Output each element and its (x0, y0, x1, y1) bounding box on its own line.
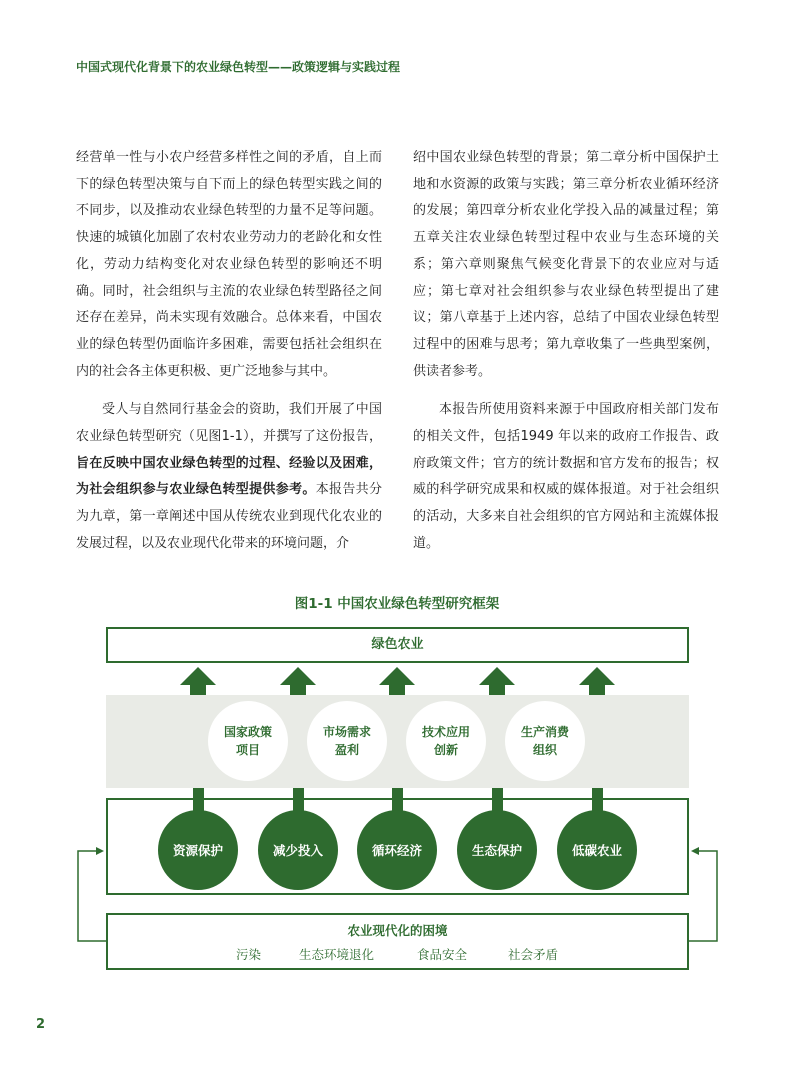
arrow-right-icon (96, 847, 104, 855)
challenge-item: 污染 (236, 947, 262, 962)
practice-circle-ecological-protection: 生态保护 (457, 810, 537, 890)
driver-label: 项目 (235, 743, 260, 757)
driver-label: 技术应用 (421, 725, 470, 739)
arrow-left-icon (691, 847, 699, 855)
driver-label: 生产消费 (520, 725, 569, 739)
challenges-title: 农业现代化的困境 (347, 923, 448, 938)
running-header: 中国式现代化背景下的农业绿色转型——政策逻辑与实践过程 (76, 60, 401, 74)
paragraph-text: 本报告共分为九章，第一章阐述中国从传统农业到现代化农业的发展过程，以及农业现代化带来的环境问题，介 (76, 482, 382, 551)
driver-label: 组织 (532, 743, 557, 757)
challenge-item: 食品安全 (417, 947, 468, 962)
paragraph-emphasis: 旨在反映中国农业绿色转型的过程、经验以及困难，为社会组织参与农业绿色转型提供参考。 (76, 455, 382, 498)
driver-label: 市场需求 (322, 725, 371, 739)
paragraph: 本报告所使用资料来源于中国政府相关部门发布的相关文件，包括1949 年以来的政府工作报告、政府政策文件；官方的统计数据和官方发布的报告；权威的科学研究成果和权威的媒体报道。对于社会组织的活动，大多来自社会组织的官方网站和主流媒体报道。 (413, 402, 719, 551)
paragraph: 经营单一性与小农户经营多样性之间的矛盾，自上而下的绿色转型决策与自下而上的绿色转型实践之间的不同步，以及推动农业绿色转型的力量不足等问题。快速的城镇化加剧了农村农业劳动力的老龄化和女性化，劳动力结构变化对农业绿色转型的影响还不明确。同时，社会组织与主流的农业绿色转型路径之间还存在差异，尚未实现有效融合。总体来看，中国农业的绿色转型仍面临许多困难，需要包括社会组织在内的社会各主体更积极、更广泛地参与其中。 (76, 150, 382, 379)
practice-circle-circular-economy: 循环经济 (357, 810, 437, 890)
figure-title: 图1-1 中国农业绿色转型研究框架 (294, 596, 500, 612)
driver-label: 创新 (433, 743, 458, 757)
challenge-item: 生态环境退化 (299, 947, 375, 962)
practice-circle-input-reduction: 减少投入 (258, 810, 338, 890)
driver-label: 盈利 (334, 743, 359, 757)
challenge-item: 社会矛盾 (508, 947, 559, 962)
practice-circle-low-carbon: 低碳农业 (557, 810, 637, 890)
driver-label: 国家政策 (223, 725, 272, 739)
green-agriculture-box: 绿色农业 (106, 627, 689, 663)
paragraph-text: 受人与自然同行基金会的资助，我们开展了中国农业绿色转型研究（见图1-1），并撰写了这份报告， (76, 402, 382, 445)
page-number: 2 (36, 1017, 46, 1032)
practice-circle-resource-protection: 资源保护 (158, 810, 238, 890)
paragraph: 绍中国农业绿色转型的背景；第二章分析中国保护土地和水资源的政策与实践；第三章分析农业循环经济的发展；第四章分析农业化学投入品的减量过程；第五章关注农业绿色转型过程中农业与生态环境的关系；第六章则聚焦气候变化背景下的农业应对与适应；第七章对社会组织参与农业绿色转型提出了建议；第八章基于上述内容，总结了中国农业绿色转型过程中的困难与思考；第九章收集了一些典型案例，供读者参考。 (413, 150, 719, 379)
